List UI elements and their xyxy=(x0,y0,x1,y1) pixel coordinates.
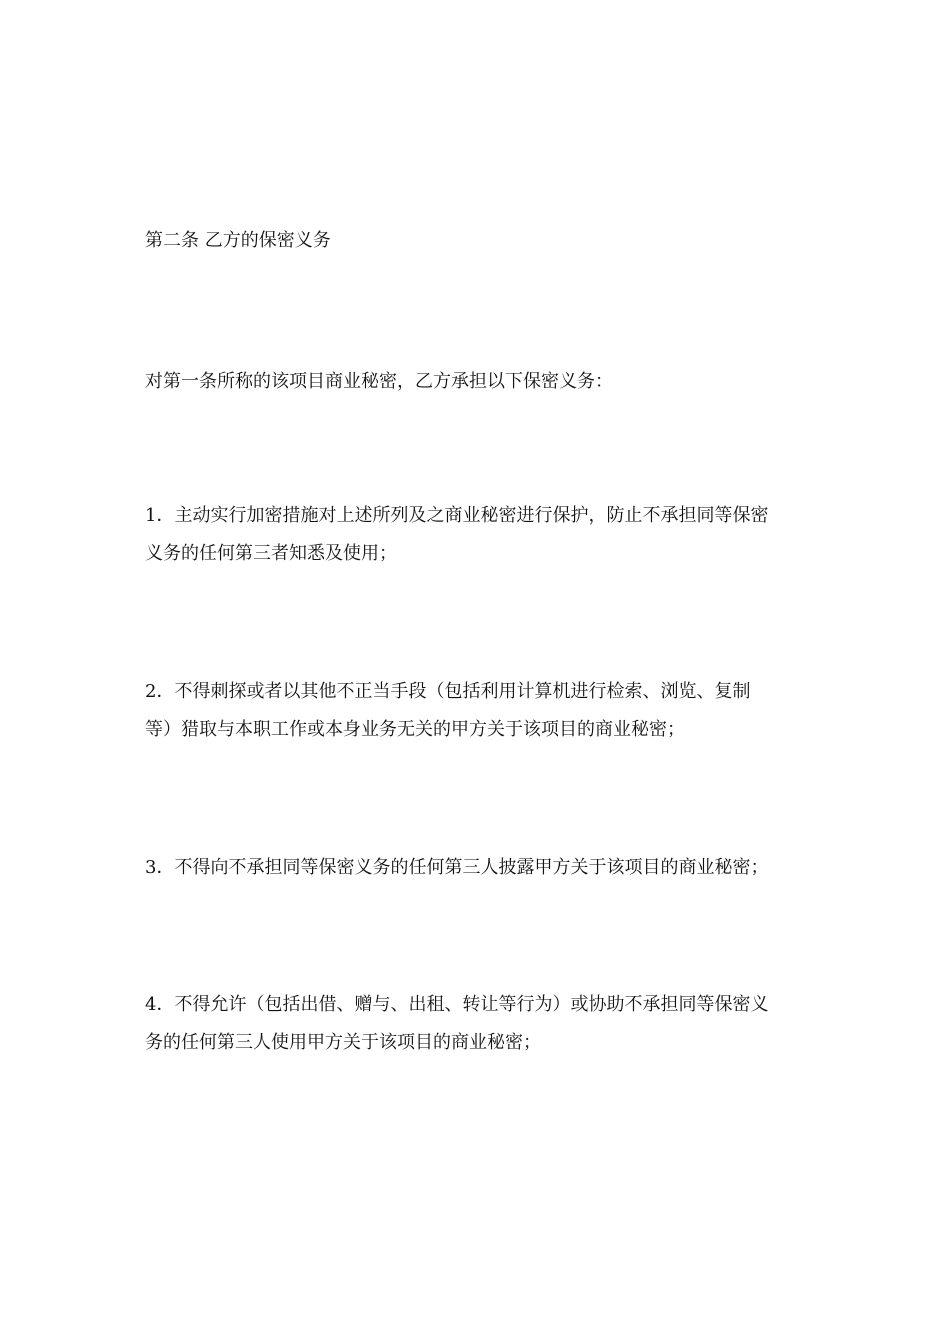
article-heading: 第二条 乙方的保密义务 xyxy=(145,230,331,251)
item-1-line-1: 1．主动实行加密措施对上述所列及之商业秘密进行保护，防止不承担同等保密 xyxy=(145,505,769,526)
item-4-line-2: 务的任何第三人使用甲方关于该项目的商业秘密； xyxy=(145,1032,541,1053)
item-2-line-2: 等）猎取与本职工作或本身业务无关的甲方关于该项目的商业秘密； xyxy=(145,719,685,740)
item-3-line-1: 3．不得向不承担同等保密义务的任何第三人披露甲方关于该项目的商业秘密； xyxy=(145,857,769,878)
item-2-line-1: 2．不得刺探或者以其他不正当手段（包括利用计算机进行检索、浏览、复制 xyxy=(145,681,751,702)
item-1-line-2: 义务的任何第三者知悉及使用； xyxy=(145,543,397,564)
item-4-line-1: 4．不得允许（包括出借、赠与、出租、转让等行为）或协助不承担同等保密义 xyxy=(145,994,769,1015)
intro-paragraph: 对第一条所称的该项目商业秘密，乙方承担以下保密义务： xyxy=(145,371,613,392)
